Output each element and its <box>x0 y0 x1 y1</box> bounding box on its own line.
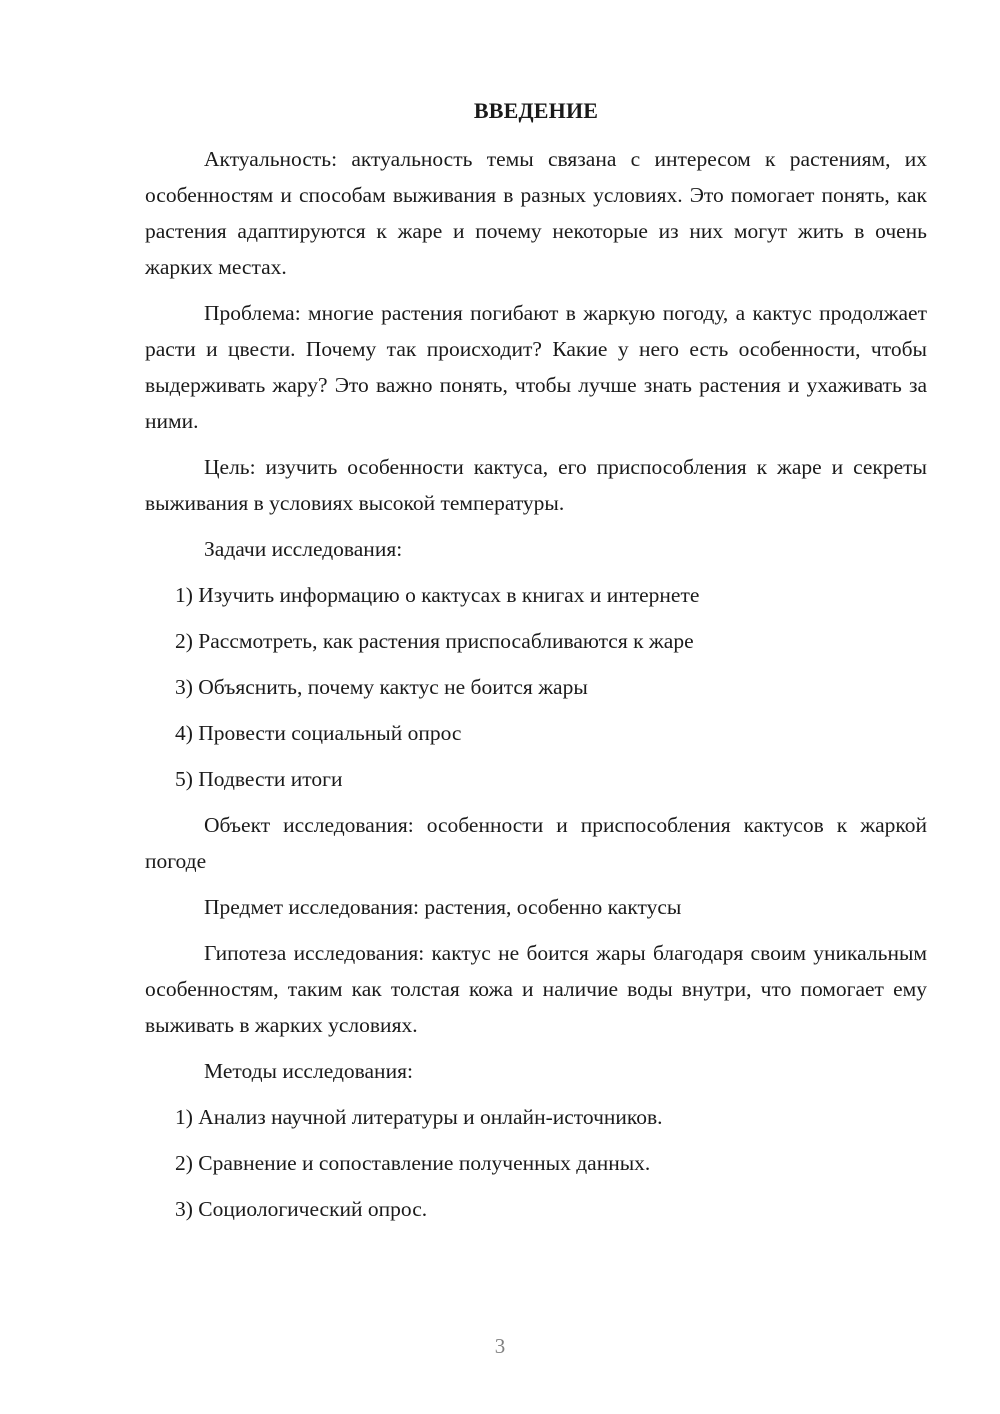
method-item-3: 3) Социологический опрос. <box>175 1197 428 1221</box>
relevance-paragraph: Актуальность: актуальность темы связана с интересом к растениям, их особенностям и способам выживания в разных условиях. Это помогает понять, как растения адаптируются к жаре и почему некоторые из них могут жить в очень жарких местах. <box>145 147 927 279</box>
tasks-heading: Задачи исследования: <box>204 537 403 561</box>
problem-paragraph: Проблема: многие растения погибают в жаркую погоду, а кактус продолжает расти и цвести. Почему так происходит? Какие у него есть особенности, чтобы выдерживать жару? Это важно понять, чтобы лучше знать растения и ухаживать за ними. <box>145 301 927 433</box>
task-item-3: 3) Объяснить, почему кактус не боится жары <box>175 675 588 699</box>
goal-paragraph: Цель: изучить особенности кактуса, его приспособления к жаре и секреты выживания в условиях высокой температуры. <box>145 455 927 515</box>
methods-heading: Методы исследования: <box>204 1059 413 1083</box>
document-body <box>145 141 927 1237</box>
method-item-1: 1) Анализ научной литературы и онлайн-источников. <box>175 1105 663 1129</box>
subject-paragraph: Предмет исследования: растения, особенно кактусы <box>204 895 682 919</box>
hypothesis-paragraph: Гипотеза исследования: кактус не боится жары благодаря своим уникальным особенностям, таким как толстая кожа и наличие воды внутри, что помогает ему выживать в жарких условиях. <box>145 941 927 1037</box>
method-item-2: 2) Сравнение и сопоставление полученных данных. <box>175 1151 651 1175</box>
task-item-4: 4) Провести социальный опрос <box>175 721 462 745</box>
task-item-2: 2) Рассмотреть, как растения приспосабливаются к жаре <box>175 629 694 653</box>
task-item-1: 1) Изучить информацию о кактусах в книгах и интернете <box>175 583 700 607</box>
object-paragraph: Объект исследования: особенности и приспособления кактусов к жаркой погоде <box>145 813 927 873</box>
page-title: ВВЕДЕНИЕ <box>473 98 599 123</box>
task-item-5: 5) Подвести итоги <box>175 767 343 791</box>
page-number: 3 <box>494 1334 506 1358</box>
